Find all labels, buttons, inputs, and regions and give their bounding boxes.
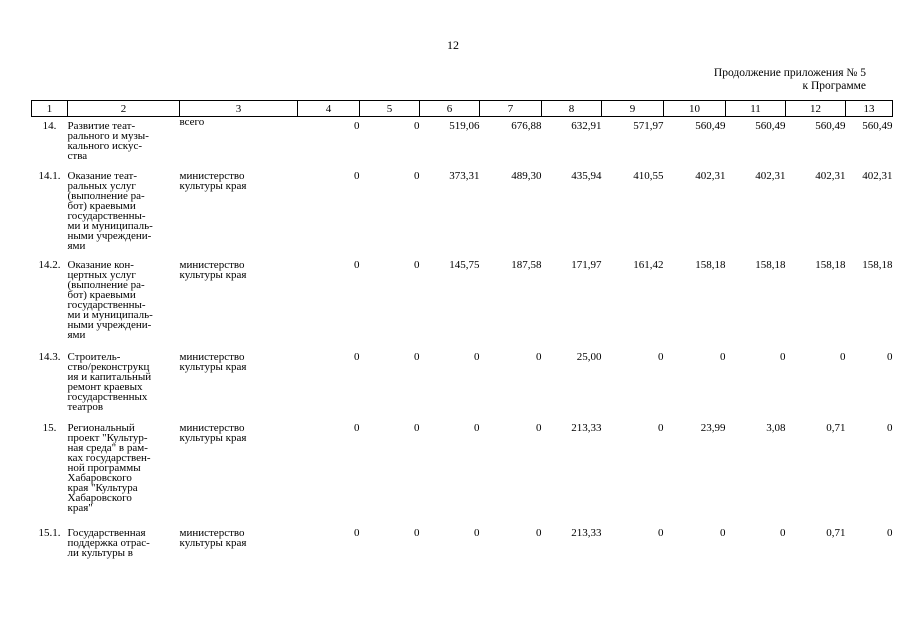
- row-executor: министерство культуры края: [179, 350, 247, 373]
- row-name: Оказание кон- цертных услуг (выполнение ра- бот) краевыми государственны- ми и муниципаль- ными учреждени- ями: [67, 258, 153, 341]
- value-cell: 402,31: [755, 169, 786, 182]
- value-cell: 402,31: [862, 169, 893, 182]
- value-cell: 0: [414, 421, 420, 434]
- value-cell: 0: [354, 526, 360, 539]
- row-name: Строитель- ство/реконструкц ия и капитальный ремонт краевых государственных театров: [67, 350, 152, 413]
- header-row: [32, 101, 893, 117]
- value-cell: 410,55: [633, 169, 664, 182]
- value-cell: 0: [658, 350, 664, 363]
- annex-line-2: к Программе: [802, 80, 866, 92]
- row-name: Региональный проект "Культур- ная среда" в рам- ках государствен- ной программы Хабаровского края "Культура Хабаровского края": [67, 421, 151, 514]
- row-number: 14.1.: [38, 169, 61, 182]
- value-cell: 213,33: [571, 526, 602, 539]
- value-cell: 0: [414, 169, 420, 182]
- value-cell: 3,08: [766, 421, 786, 434]
- value-cell: 158,18: [695, 258, 726, 271]
- value-cell: 0: [354, 258, 360, 271]
- page-number: 12: [447, 38, 459, 52]
- value-cell: 373,31: [449, 169, 480, 182]
- value-cell: 0: [658, 526, 664, 539]
- row-number: 15.: [42, 421, 57, 434]
- value-cell: 571,97: [633, 120, 664, 132]
- value-cell: 0,71: [826, 526, 846, 539]
- value-cell: 187,58: [511, 258, 542, 271]
- annex-line-1: Продолжение приложения № 5: [713, 67, 866, 79]
- header-cell: 11: [726, 101, 786, 117]
- value-cell: 560,49: [695, 120, 726, 132]
- value-cell: 0: [720, 350, 726, 363]
- header-cell: 3: [180, 101, 298, 117]
- value-cell: 560,49: [815, 120, 846, 132]
- value-cell: 0: [474, 350, 480, 363]
- row-executor: всего: [179, 116, 205, 128]
- row-executor: министерство культуры края: [179, 169, 247, 192]
- value-cell: 0: [887, 421, 893, 434]
- header-cell: 13: [846, 101, 893, 117]
- value-cell: 0: [780, 526, 786, 539]
- value-cell: 435,94: [571, 169, 602, 182]
- header-cell: 1: [32, 101, 68, 117]
- row-number: 14.2.: [38, 258, 61, 271]
- value-cell: 0: [720, 526, 726, 539]
- value-cell: 0: [536, 421, 542, 434]
- value-cell: 158,18: [862, 258, 893, 271]
- row-number: 14.: [42, 120, 57, 132]
- header-cell: 6: [420, 101, 480, 117]
- value-cell: 560,49: [755, 120, 786, 132]
- table-row: [32, 167, 893, 256]
- value-cell: 0: [414, 350, 420, 363]
- value-cell: 161,42: [633, 258, 664, 271]
- header-cell: 5: [360, 101, 420, 117]
- value-cell: 0: [354, 169, 360, 182]
- value-cell: 0,71: [826, 421, 846, 434]
- value-cell: 0: [887, 526, 893, 539]
- value-cell: 402,31: [695, 169, 726, 182]
- value-cell: 676,88: [511, 120, 542, 132]
- value-cell: 560,49: [862, 120, 893, 132]
- row-name: Развитие теат- рального и музы- кального искус- ства: [67, 120, 149, 162]
- value-cell: 213,33: [571, 421, 602, 434]
- value-cell: 632,91: [571, 120, 602, 132]
- value-cell: 0: [536, 350, 542, 363]
- header-cell: 2: [68, 101, 180, 117]
- annex-caption: [694, 67, 866, 93]
- value-cell: 489,30: [511, 169, 542, 182]
- row-number: 15.1.: [38, 526, 61, 539]
- header-cell: 8: [542, 101, 602, 117]
- header-cell: 7: [480, 101, 542, 117]
- table-row: [32, 117, 893, 167]
- header-cell: 9: [602, 101, 664, 117]
- row-name: Государственная поддержка отрас- ли культуры в: [67, 526, 150, 559]
- row-number: 14.3.: [38, 350, 61, 363]
- header-cell: 12: [786, 101, 846, 117]
- value-cell: 158,18: [815, 258, 846, 271]
- value-cell: 0: [474, 421, 480, 434]
- value-cell: 0: [536, 526, 542, 539]
- value-cell: 25,00: [576, 350, 602, 363]
- value-cell: 145,75: [449, 258, 480, 271]
- value-cell: 402,31: [815, 169, 846, 182]
- value-cell: 0: [414, 526, 420, 539]
- value-cell: 0: [658, 421, 664, 434]
- value-cell: 158,18: [755, 258, 786, 271]
- table-row: [32, 256, 893, 348]
- row-executor: министерство культуры края: [179, 258, 247, 281]
- value-cell: 0: [780, 350, 786, 363]
- value-cell: 0: [354, 120, 360, 132]
- row-executor: министерство культуры края: [179, 526, 247, 549]
- value-cell: 0: [474, 526, 480, 539]
- value-cell: 0: [840, 350, 846, 363]
- table-row: [32, 524, 893, 564]
- value-cell: 23,99: [700, 421, 726, 434]
- row-executor: министерство культуры края: [179, 421, 247, 444]
- value-cell: 0: [414, 120, 420, 132]
- value-cell: 0: [354, 350, 360, 363]
- value-cell: 0: [414, 258, 420, 271]
- value-cell: 0: [354, 421, 360, 434]
- header-cell: 4: [298, 101, 360, 117]
- program-table: [31, 100, 893, 564]
- row-name: Оказание теат- ральных услуг (выполнение ра- бот) краевыми государственны- ми и муниципаль- ными учреждени- ями: [67, 169, 153, 252]
- header-cell: 10: [664, 101, 726, 117]
- value-cell: 171,97: [571, 258, 602, 271]
- value-cell: 0: [887, 350, 893, 363]
- table-row: [32, 419, 893, 524]
- table-row: [32, 348, 893, 419]
- value-cell: 519,06: [449, 120, 480, 132]
